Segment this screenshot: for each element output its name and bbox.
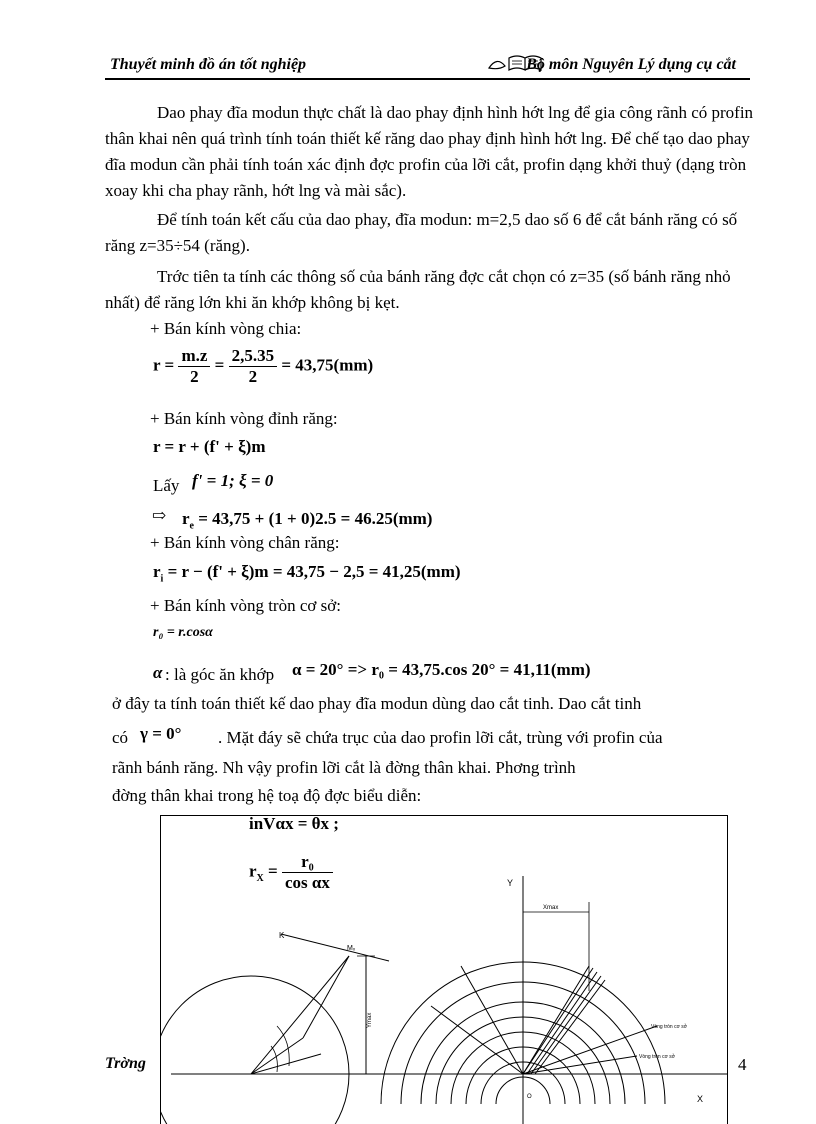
bullet-pitch-radius: + Bán kính vòng chia: <box>150 319 302 338</box>
formula-eq: = <box>214 355 225 375</box>
base-circle-label: Vòng tròn cơ sở <box>651 1024 688 1030</box>
formula-base-radius: r₀ = r.cosα <box>153 625 213 640</box>
footer-left: Trờng <box>105 1055 146 1072</box>
involute-figure <box>160 815 728 1124</box>
formula-root-radius: $r_i = r - (f' + \xi)m = 43,75 - 2,5 = 41,25(mm)$ <box>153 562 461 585</box>
page-number: 4 <box>738 1055 747 1074</box>
line-mx-foot <box>303 956 349 1038</box>
formula-involute: inVαx = θx ; <box>249 814 339 833</box>
formula-lay-values: f' = 1; ξ = 0 <box>192 471 274 490</box>
fraction-values-num: 2,5.35 <box>229 346 278 367</box>
formula-r-result: = 43,75(mm) <box>281 355 374 375</box>
re-subscript: e <box>189 520 194 532</box>
paragraph-6: rãnh bánh răng. Nh vậy profin lỡi cắt là đờng thân khai. Phơng trình <box>112 758 576 777</box>
tangent-line <box>281 934 389 961</box>
involute-diagram <box>161 816 727 1124</box>
formula-gamma: γ = 0° <box>140 724 182 743</box>
radius-line-3 <box>251 1054 321 1074</box>
formula-tip-calc: $r_e = 43,75 + (1 + 0)2.5 = 46.25(mm)$ <box>182 509 433 532</box>
y-axis-label: Y <box>507 878 514 888</box>
k-label: K <box>279 931 285 940</box>
fraction-mz-num: m.z <box>178 346 210 367</box>
bullet-tip-radius: + Bán kính vòng đỉnh răng: <box>150 409 338 428</box>
formula-re: r = r + (f' + ξ)m <box>153 437 266 456</box>
paragraph-7: đờng thân khai trong hệ toạ độ đợc biểu diễn: <box>112 786 422 805</box>
fraction-rx-num: r₀ <box>282 852 333 873</box>
ri-subscript: i <box>160 573 164 585</box>
alpha-description: : là góc ăn khớp <box>165 665 275 684</box>
header-title-right: Bộ môn Nguyên Lý dụng cụ cắt <box>526 56 736 73</box>
rx-subscript: X <box>256 872 264 884</box>
fraction-mz-den: 2 <box>190 367 199 386</box>
paragraph-1: Dao phay đĩa modun thực chất là dao phay định hình hớt lng để gia công rãnh có profin thân khai nên quá trình tính toán thiết kế răng dao phay định hình hớt lng. Để chế tạo dao phay đĩa modun cần phải tính toán xác định đợc profin của lỡi cắt, profin dạng khởi thuỷ (dạng tròn xoay khi cha phay rãnh, hớt lng và mài sắc). <box>105 103 754 200</box>
angle-arc-1 <box>277 1026 289 1066</box>
origin-label: O <box>527 1094 532 1100</box>
formula-re-calc: = 43,75 + (1 + 0)2.5 = 46.25(mm) <box>198 509 433 528</box>
formula-ri: = r − (f' + ξ)m = 43,75 − 2,5 = 41,25(mm) <box>167 562 461 581</box>
mx-label: Mₓ <box>347 945 356 952</box>
alpha-symbol: α <box>153 663 163 682</box>
rx-lhs: r <box>249 861 257 881</box>
header-title-left: Thuyết minh đồ án tốt nghiệp <box>110 56 307 73</box>
bullet-root-radius: + Bán kính vòng chân răng: <box>150 533 340 552</box>
bullet-base-radius: + Bán kính vòng tròn cơ sở: <box>150 596 341 615</box>
fraction-values-den: 2 <box>248 367 258 386</box>
ymax-label: Ymax <box>367 1012 373 1028</box>
formula-alpha-value: α = 20° => r₀ = 43,75.cos 20° = 41,11(mm) <box>292 660 591 679</box>
xmax-label: Xmax <box>543 905 559 911</box>
paragraph-5a: có <box>112 728 129 747</box>
paragraph-4: ở đây ta tính toán thiết kế dao phay đĩa modun dùng dao cắt tinh. Dao cắt tinh <box>112 694 642 713</box>
page-header <box>105 54 750 80</box>
formula-r-lhs: r = <box>153 355 175 375</box>
base-circle-label-2: Vòng tròn cơ sở <box>639 1054 676 1060</box>
radius-line-mx <box>251 956 349 1074</box>
formula-rx: $r_X$ = $\frac{\text{r₀}}{\text{cos αx}}$ <box>249 852 333 893</box>
fraction-mz <box>178 346 210 387</box>
paragraph-5b: . Mặt đáy sẽ chứa trục của dao profin lỡi cắt, trùng với profin của <box>218 728 663 747</box>
formula-pitch-radius <box>153 346 373 387</box>
paragraph-3: Trớc tiên ta tính các thông số của bánh răng đợc cắt chọn có z=35 (số bánh răng nhỏ nhất) để răng lớn khi ăn khớp không bị kẹt. <box>105 267 731 312</box>
fraction-values <box>229 346 278 387</box>
left-base-circle <box>161 976 349 1124</box>
x-axis-label: X <box>697 1094 704 1104</box>
fraction-rx-den: cos αx <box>284 873 330 892</box>
lay-label: Lấy <box>153 476 180 495</box>
paragraph-2: Để tính toán kết cấu của dao phay, đĩa modun: m=2,5 dao số 6 để cắt bánh răng có số răng z=35÷54 (răng). <box>105 210 738 255</box>
arrow-icon: ⇨ <box>152 506 167 525</box>
formula-tip-radius <box>153 437 265 457</box>
